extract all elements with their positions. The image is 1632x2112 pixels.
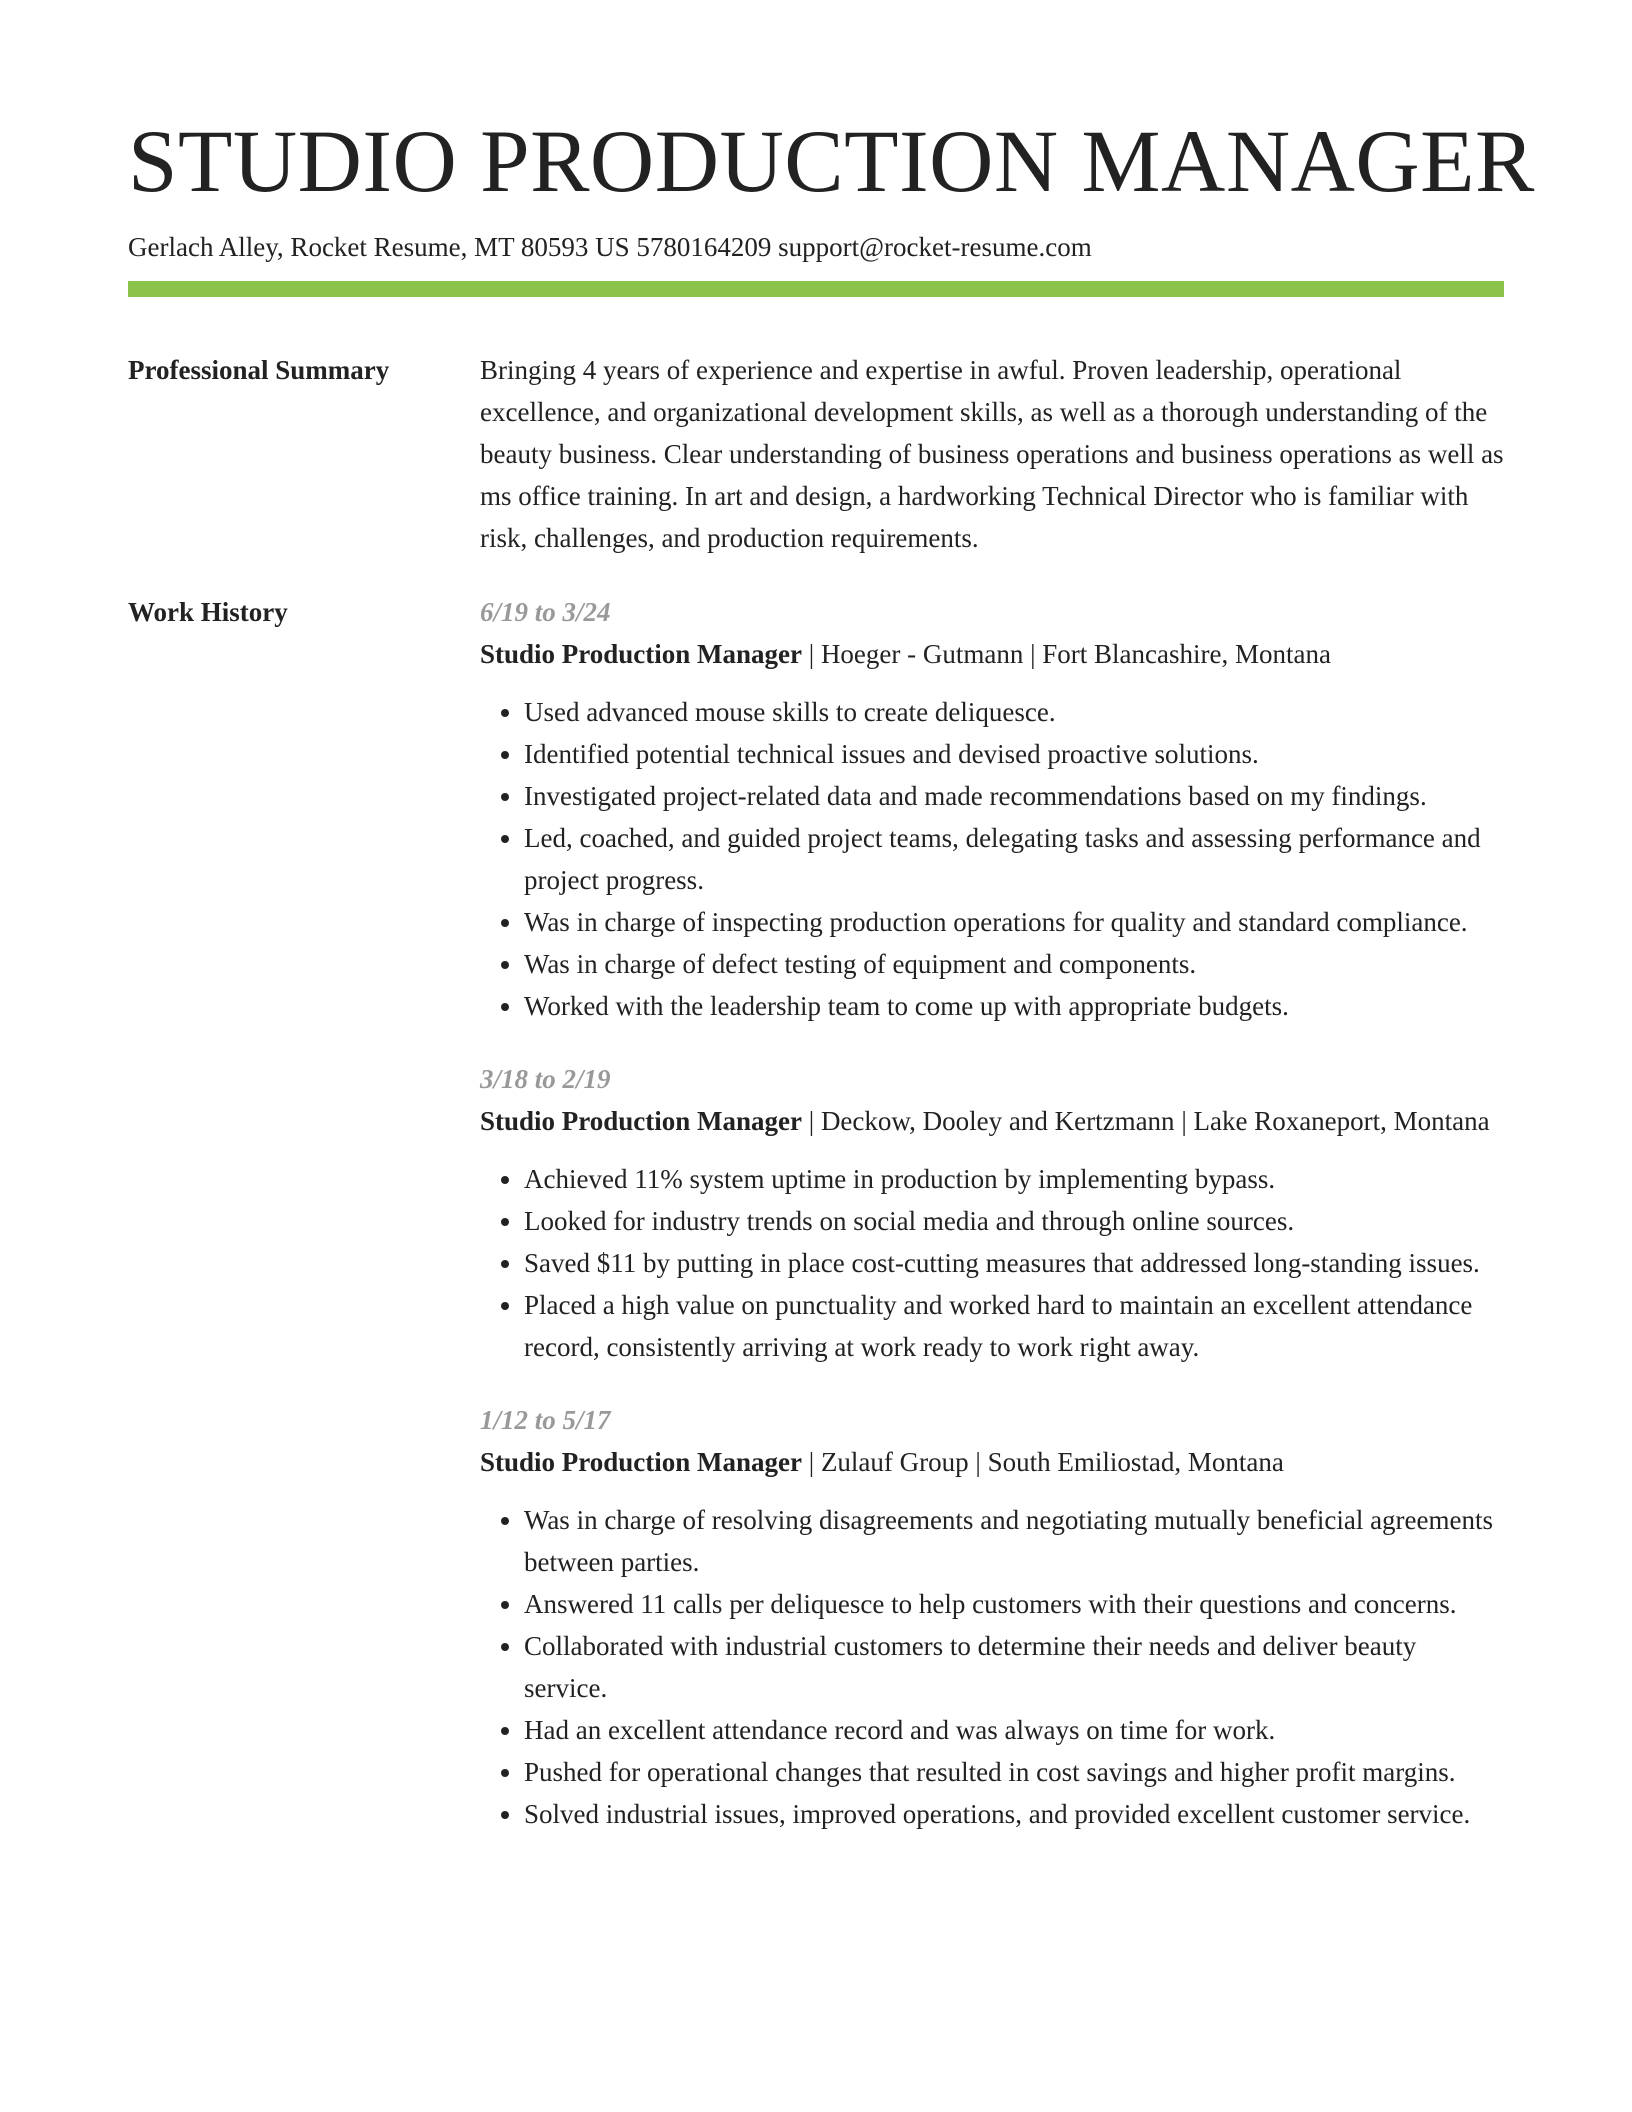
job-bullet: • Achieved 11% system uptime in production by implementing bypass. (524, 1158, 1504, 1200)
job-bullet: • Investigated project-related data and made recommendations based on my findings. (524, 775, 1504, 817)
job-bullet: • Saved $11 by putting in place cost-cutting measures that addressed long-standing issues. (524, 1242, 1504, 1284)
separator: | (1174, 1106, 1194, 1136)
job-bullets (480, 1158, 1504, 1368)
separator: | (802, 639, 821, 669)
job-heading (480, 1441, 1504, 1483)
job-bullet: • Solved industrial issues, improved operations, and provided excellent customer service. (524, 1793, 1504, 1835)
separator: | (1023, 639, 1043, 669)
job-title: Studio Production Manager (480, 639, 803, 669)
work-history-section (128, 591, 1504, 1835)
job-entry (480, 1058, 1504, 1368)
resume-title: STUDIO PRODUCTION MANAGER (128, 113, 1535, 211)
job-location: South Emiliostad, Montana (987, 1447, 1284, 1477)
job-dates: 6/19 to 3/24 (480, 597, 611, 627)
separator: | (802, 1447, 821, 1477)
job-bullet: • Looked for industry trends on social media and through online sources. (524, 1200, 1504, 1242)
job-entry (480, 1399, 1504, 1835)
job-bullet: • Used advanced mouse skills to create deliquesce. (524, 691, 1504, 733)
job-company: Zulauf Group (820, 1447, 969, 1477)
job-heading (480, 1100, 1504, 1142)
job-heading (480, 633, 1504, 675)
accent-divider (128, 281, 1504, 297)
separator: | (968, 1447, 988, 1477)
job-dates: 3/18 to 2/19 (480, 1064, 611, 1094)
job-bullet: • Answered 11 calls per deliquesce to help customers with their questions and concerns. (524, 1583, 1504, 1625)
job-company: Deckow, Dooley and Kertzmann (820, 1106, 1175, 1136)
job-bullet: • Was in charge of defect testing of equipment and components. (524, 943, 1504, 985)
contact-line: Gerlach Alley, Rocket Resume, MT 80593 US 5780164209 support@rocket-resume.com (128, 232, 1092, 262)
job-location: Lake Roxaneport, Montana (1193, 1106, 1490, 1136)
job-bullet: • Placed a high value on punctuality and worked hard to maintain an excellent attendance record, consistently arriving at work ready to work right away. (524, 1284, 1504, 1368)
summary-text: Bringing 4 years of experience and expertise in awful. Proven leadership, operational excellence, and organizational development skills, as well as a thorough understanding of the beauty business. Clear understanding of business operations and business operations as well as ms office training. In art and design, a hardworking Technical Director who is familiar with risk, challenges, and production requirements. (480, 355, 1504, 553)
job-bullets (480, 691, 1504, 1027)
separator: | (802, 1106, 821, 1136)
resume-page (128, 113, 1535, 1835)
job-bullet: • Collaborated with industrial customers to determine their needs and deliver beauty service. (524, 1625, 1504, 1709)
job-title: Studio Production Manager (480, 1447, 803, 1477)
job-company: Hoeger - Gutmann (820, 639, 1024, 669)
job-bullet: • Worked with the leadership team to come up with appropriate budgets. (524, 985, 1504, 1027)
section-heading: Professional Summary (128, 355, 390, 385)
job-bullet: • Pushed for operational changes that resulted in cost savings and higher profit margins. (524, 1751, 1504, 1793)
summary-body (480, 349, 1504, 559)
job-bullet: • Was in charge of inspecting production operations for quality and standard compliance. (524, 901, 1504, 943)
job-bullet: • Was in charge of resolving disagreements and negotiating mutually beneficial agreements between parties. (524, 1499, 1504, 1583)
job-bullets (480, 1499, 1504, 1835)
section-heading: Work History (128, 597, 288, 627)
job-dates: 1/12 to 5/17 (480, 1405, 611, 1435)
work-history-body (480, 591, 1504, 1835)
job-bullet: • Led, coached, and guided project teams, delegating tasks and assessing performance and project progress. (524, 817, 1504, 901)
summary-section (128, 349, 1504, 559)
job-title: Studio Production Manager (480, 1106, 803, 1136)
job-entry (480, 591, 1504, 1027)
job-bullet: • Had an excellent attendance record and was always on time for work. (524, 1709, 1504, 1751)
job-bullet: • Identified potential technical issues and devised proactive solutions. (524, 733, 1504, 775)
job-location: Fort Blancashire, Montana (1042, 639, 1331, 669)
